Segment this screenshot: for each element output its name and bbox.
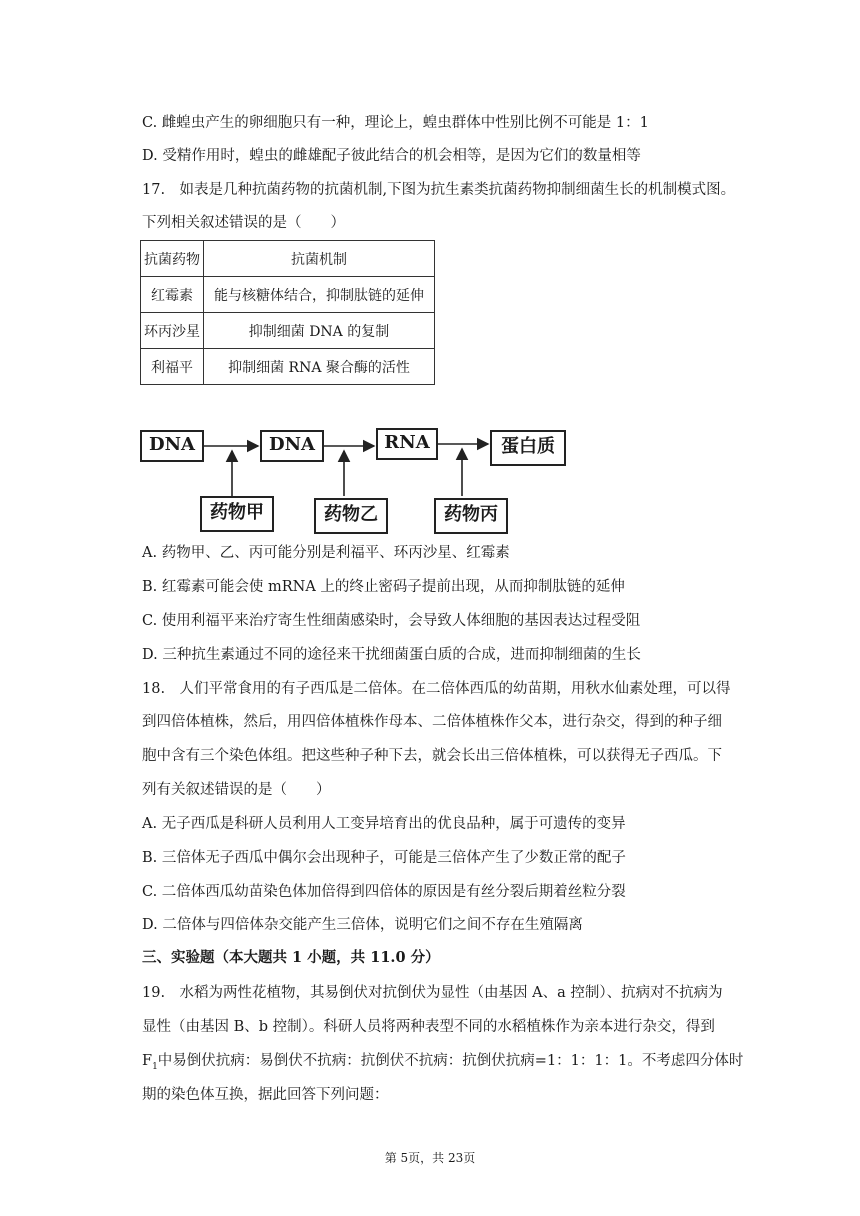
section-heading-experiment: 三、实验题（本大题共 1 小题，共 11.0 分） (142, 949, 440, 966)
drug-jia: 药物甲 (200, 496, 274, 532)
table-cell: 利福平 (141, 349, 204, 385)
table-cell: 抑制细菌 DNA 的复制 (204, 313, 435, 349)
table-cell: 红霉素 (141, 277, 204, 313)
q18-option-b: B. 三倍体无子西瓜中偶尔会出现种子，可能是三倍体产生了少数正常的配子 (142, 850, 626, 866)
table-header-cell: 抗菌药物 (141, 241, 204, 277)
node-dna-2: DNA (260, 430, 324, 462)
node-dna-1: DNA (140, 430, 204, 462)
q18-option-a: A. 无子西瓜是科研人员利用人工变异培育出的优良品种，属于可遗传的变异 (142, 816, 626, 832)
table-header-cell: 抗菌机制 (204, 241, 435, 277)
q16-option-c: C. 雌蝗虫产生的卵细胞只有一种，理论上，蝗虫群体中性别比例不可能是 1：1 (142, 115, 649, 131)
table-cell: 环丙沙星 (141, 313, 204, 349)
q19-stem-line3-text: 中易倒伏抗病：易倒伏不抗病：抗倒伏不抗病：抗倒伏抗病=1：1：1：1。不考虑四分体时 (157, 1053, 744, 1069)
table-row (141, 349, 435, 385)
q18-stem-line2: 到四倍体植株，然后，用四倍体植株作母本、二倍体植株作父本，进行杂交，得到的种子细 (142, 714, 722, 730)
node-rna: RNA (376, 428, 438, 460)
q19-stem-line2: 显性（由基因 B、b 控制）。科研人员将两种表型不同的水稻植株作为亲本进行杂交，得到 (142, 1019, 715, 1035)
q18-option-c: C. 二倍体西瓜幼苗染色体加倍得到四倍体的原因是有丝分裂后期着丝粒分裂 (142, 884, 626, 900)
page-number: 第 5页，共 23页 (384, 1151, 476, 1165)
table-row (141, 277, 435, 313)
table-header-row (141, 241, 435, 277)
q17-stem-line1: 17. 如表是几种抗菌药物的抗菌机制,下图为抗生素类抗菌药物抑制细菌生长的机制模式图。 (142, 182, 736, 198)
q18-option-d: D. 二倍体与四倍体杂交能产生三倍体，说明它们之间不存在生殖隔离 (142, 917, 583, 933)
q17-option-d: D. 三种抗生素通过不同的途径来干扰细菌蛋白质的合成，进而抑制细菌的生长 (142, 647, 641, 663)
table-row (141, 313, 435, 349)
q19-stem-line3 (142, 1051, 743, 1077)
q16-option-d: D. 受精作用时，蝗虫的雌雄配子彼此结合的机会相等，是因为它们的数量相等 (142, 148, 641, 164)
antibiotic-table (140, 240, 435, 385)
node-protein: 蛋白质 (490, 430, 566, 466)
f1-symbol: F (142, 1053, 153, 1069)
q17-option-a: A. 药物甲、乙、丙可能分别是利福平、环丙沙星、红霉素 (142, 545, 510, 561)
table-cell: 能与核糖体结合，抑制肽链的延伸 (204, 277, 435, 313)
drug-bing: 药物丙 (434, 498, 508, 534)
q17-stem-line2: 下列相关叙述错误的是（ ） (142, 215, 345, 231)
q19-stem-line4: 期的染色体互换，据此回答下列问题： (142, 1087, 389, 1103)
q18-stem-line1: 18. 人们平常食用的有子西瓜是二倍体。在二倍体西瓜的幼苗期，用秋水仙素处理，可以得 (142, 681, 731, 697)
q17-option-c: C. 使用利福平来治疗寄生性细菌感染时，会导致人体细胞的基因表达过程受阻 (142, 613, 641, 629)
q17-option-b: B. 红霉素可能会使 mRNA 上的终止密码子提前出现，从而抑制肽链的延伸 (142, 579, 625, 595)
q19-stem-line1: 19. 水稻为两性花植物，其易倒伏对抗倒伏为显性（由基因 A、a 控制）、抗病对不抗病为 (142, 985, 723, 1001)
drug-yi: 药物乙 (314, 498, 388, 534)
mechanism-diagram (138, 424, 578, 536)
f1-subscript: 1 (152, 1061, 158, 1072)
table-cell: 抑制细菌 RNA 聚合酶的活性 (204, 349, 435, 385)
q18-stem-line3: 胞中含有三个染色体组。把这些种子种下去，就会长出三倍体植株，可以获得无子西瓜。下 (142, 748, 722, 764)
q18-stem-line4: 列有关叙述错误的是（ ） (142, 782, 331, 798)
